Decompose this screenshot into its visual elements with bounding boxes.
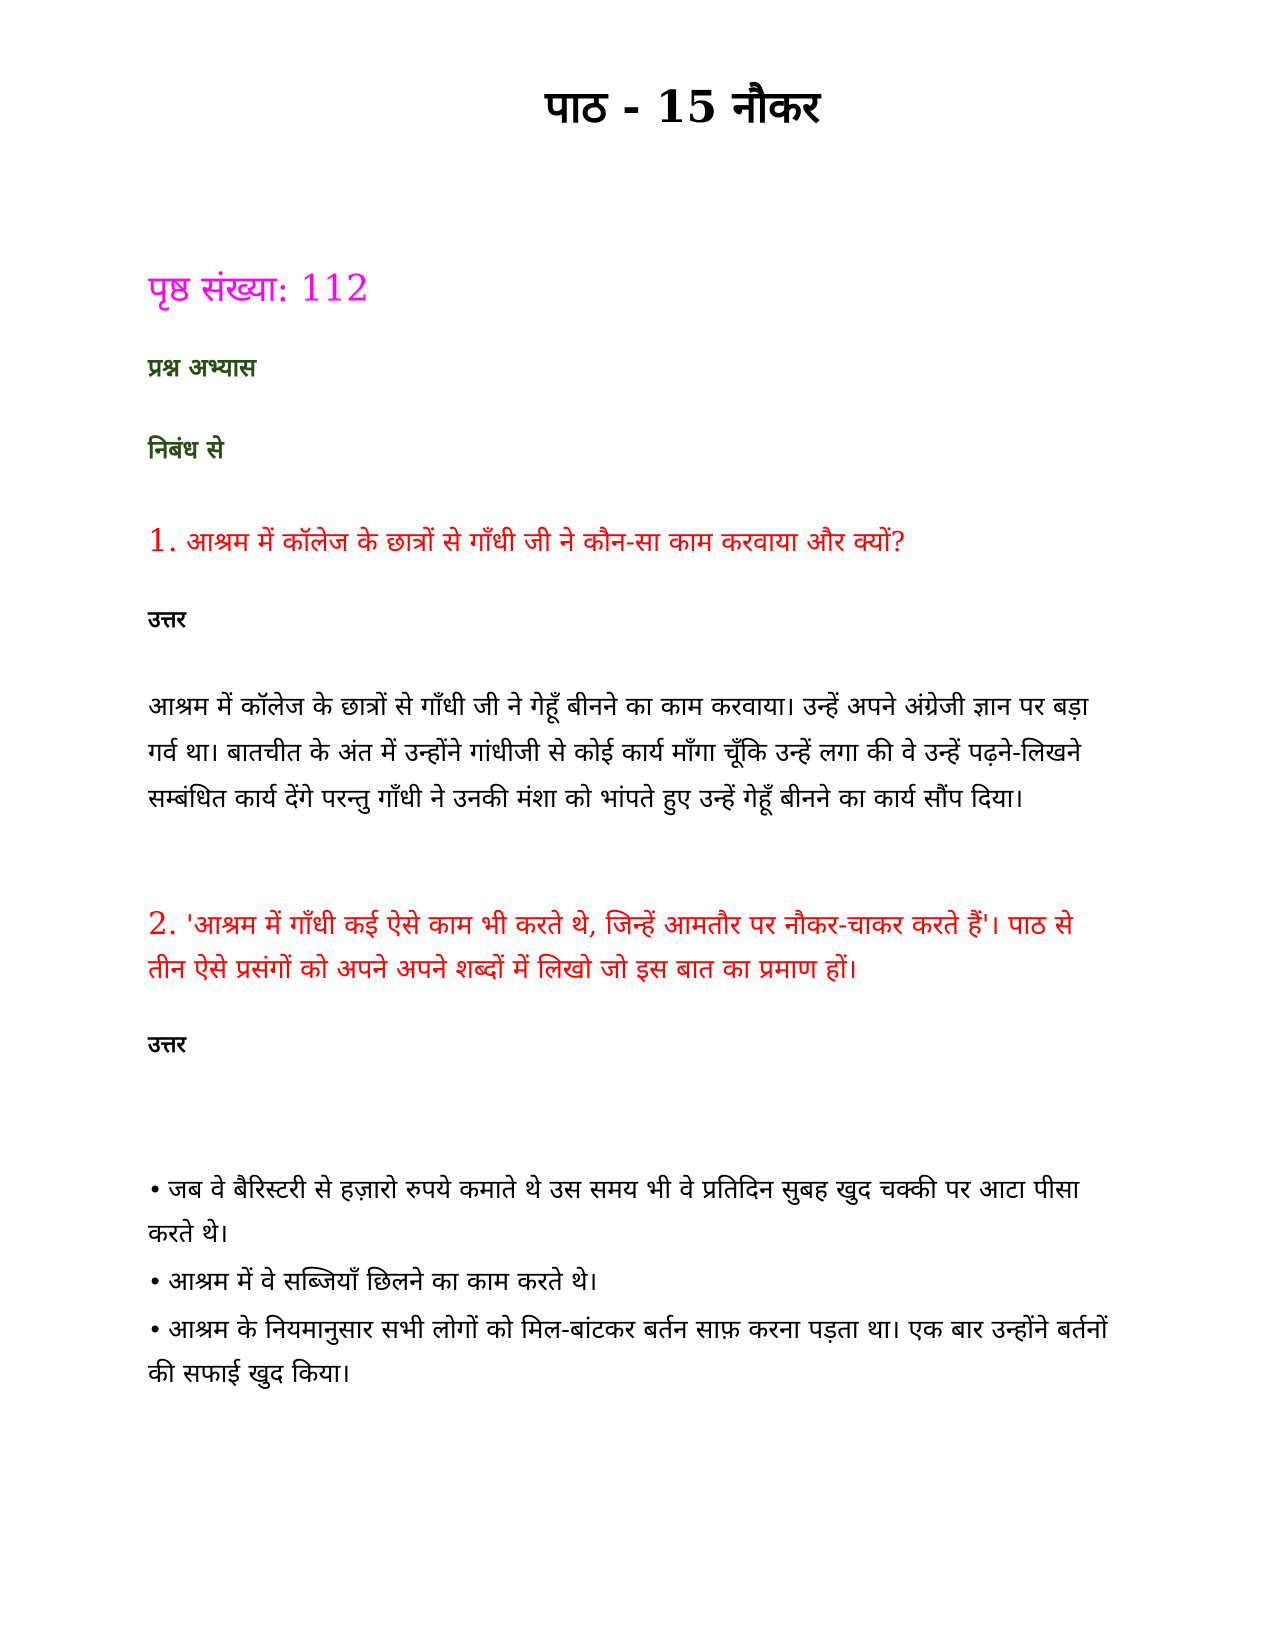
list-item-text: आश्रम में वे सब्जियाँ छिलने का काम करते थे।	[168, 1267, 598, 1297]
list-item-text: आश्रम के नियमानुसार सभी लोगों को मिल-बांटकर बर्तन साफ़ करना पड़ता था। एक बार उन्होंने बर्तनों की सफाई खुद किया।	[148, 1315, 1108, 1389]
question-1-number: 1.	[148, 523, 178, 559]
bullet-icon: •	[148, 1316, 163, 1344]
answer-1-label: उत्तर	[148, 606, 186, 633]
question-2	[148, 902, 1108, 992]
question-1	[148, 519, 1108, 565]
question-2-number: 2.	[148, 906, 178, 942]
bullet-icon: •	[148, 1268, 163, 1296]
bullet-icon: •	[148, 1176, 163, 1204]
answer-2-list	[148, 1168, 1108, 1400]
answer-2-label: उत्तर	[148, 1031, 186, 1058]
list-item-text: जब वे बैरिस्टरी से हज़ारो रुपये कमाते थे उस समय भी वे प्रतिदिन सुबह खुद चक्की पर आटा पीसा करते थे।	[148, 1175, 1080, 1249]
answer-1-text: आश्रम में कॉलेज के छात्रों से गाँधी जी ने गेहूँ बीनने का काम करवाया। उन्हें अपने अंग्रेजी ज्ञान पर बड़ा गर्व था। बातचीत के अंत में उन्होंने गांधीजी से कोई कार्य माँगा चूँकि उन्हें लगा की वे उन्हें पढ़ने-लिखने सम्बंधित कार्य देंगे परन्तु गाँधी ने उनकी मंशा को भांपते हुए उन्हें गेहूँ बीनने का कार्य सौंप दिया।	[148, 692, 1089, 814]
page-number-label: पृष्ठ संख्या: 112	[148, 269, 369, 310]
list-item	[148, 1308, 1108, 1396]
question-2-text: 'आश्रम में गाँधी कई ऐसे काम भी करते थे, जिन्हें आमतौर पर नौकर-चाकर करते हैं'। पाठ से तीन ऐसे प्रसंगों को अपने अपने शब्दों में लिखो जो इस बात का प्रमाण हों।	[148, 910, 1073, 985]
section-heading: प्रश्न अभ्यास	[148, 353, 256, 382]
subsection-heading: निबंध से	[148, 435, 224, 464]
page-title: पाठ - 15 नौकर	[544, 82, 820, 133]
list-item	[148, 1260, 1108, 1304]
question-1-text: आश्रम में कॉलेज के छात्रों से गाँधी जी ने कौन-सा काम करवाया और क्यों?	[186, 527, 906, 558]
list-item	[148, 1168, 1108, 1256]
